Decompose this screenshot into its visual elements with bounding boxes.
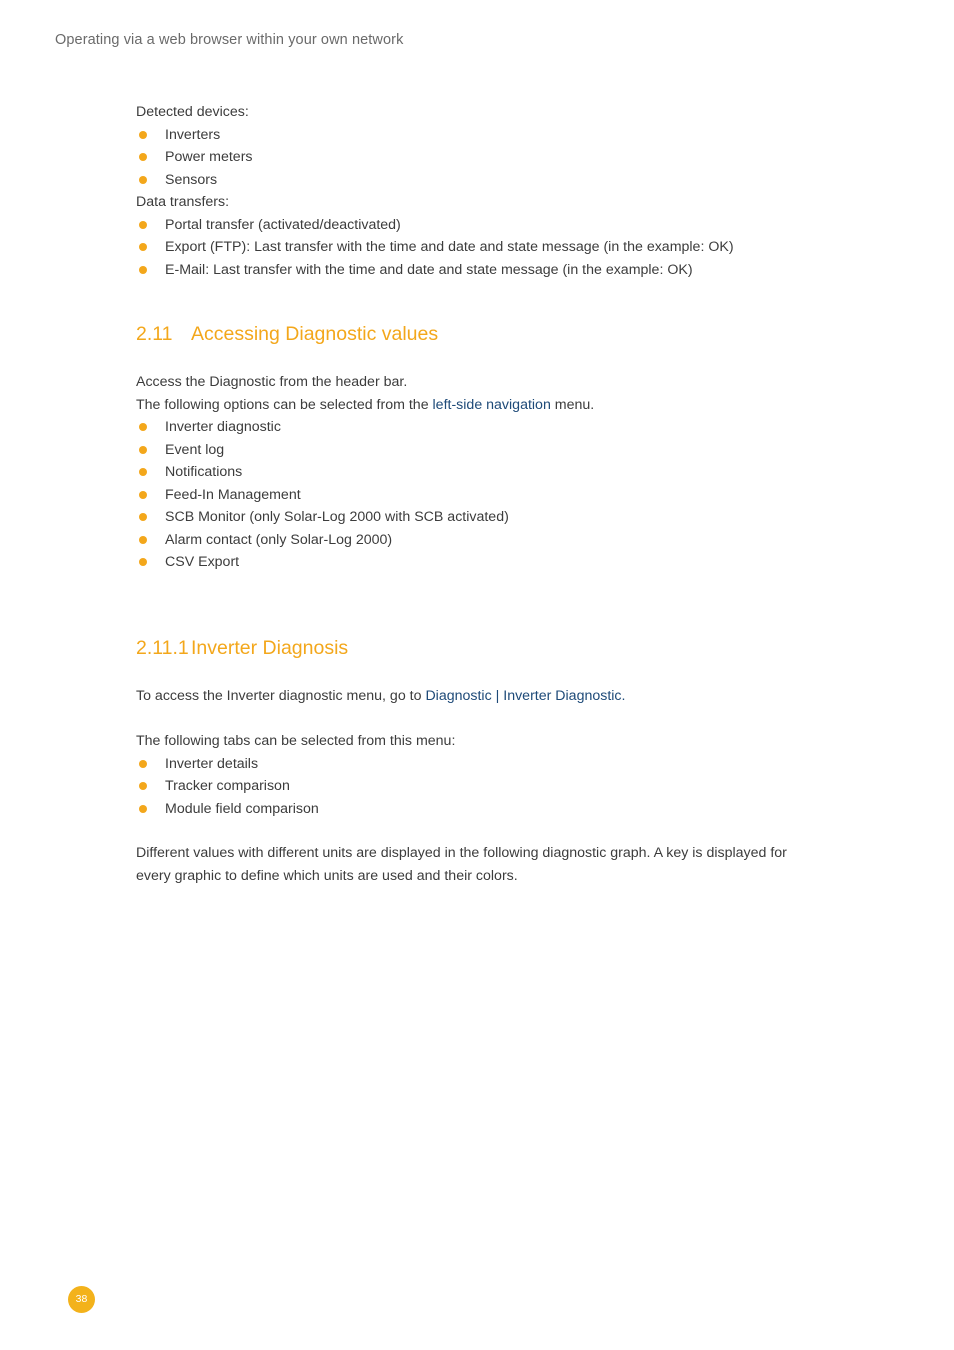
detected-devices-list	[136, 124, 856, 192]
running-header: Operating via a web browser within your own network	[55, 32, 404, 48]
list-item: Inverters	[136, 124, 856, 147]
bullet-icon	[139, 760, 147, 768]
bullet-icon	[139, 266, 147, 274]
bullet-icon	[139, 243, 147, 251]
list-item: E-Mail: Last transfer with the time and date and state message (in the example: OK)	[136, 259, 856, 282]
options-sentence: The following options can be selected from the left-side navigation menu.	[136, 396, 595, 413]
list-item: Notifications	[136, 461, 856, 484]
diagnostic-intro: Access the Diagnostic from the header bar.	[136, 374, 408, 390]
closing-line-1: Different values with different units are displayed in the following diagnostic graph. A key is displayed for	[136, 845, 787, 861]
bullet-icon	[139, 131, 147, 139]
bullet-icon	[139, 153, 147, 161]
section-title: Inverter Diagnosis	[191, 637, 349, 659]
section-heading-2-11	[136, 323, 438, 346]
list-item: Tracker comparison	[136, 775, 856, 798]
detected-devices-label: Detected devices:	[136, 104, 249, 120]
diagnostic-options-list	[136, 416, 856, 574]
list-item: Feed-In Management	[136, 484, 856, 507]
bullet-icon	[139, 221, 147, 229]
bullet-icon	[139, 513, 147, 521]
list-item: CSV Export	[136, 551, 856, 574]
tabs-label: The following tabs can be selected from this menu:	[136, 733, 456, 749]
section-title: Accessing Diagnostic values	[191, 323, 439, 345]
bullet-icon	[139, 536, 147, 544]
bullet-icon	[139, 446, 147, 454]
list-item: Inverter diagnostic	[136, 416, 856, 439]
data-transfers-label: Data transfers:	[136, 194, 230, 210]
list-item: Inverter details	[136, 753, 856, 776]
data-transfers-list	[136, 214, 856, 282]
closing-line-2: every graphic to define which units are used and their colors.	[136, 867, 518, 884]
inverter-diagnostic-link[interactable]: Diagnostic | Inverter Diagnostic.	[425, 688, 626, 704]
section-2-11-body	[136, 371, 856, 574]
list-item: Portal transfer (activated/deactivated)	[136, 214, 856, 237]
list-item: Power meters	[136, 146, 856, 169]
section-2-11-1-access	[136, 685, 856, 708]
section-heading-2-11-1	[136, 637, 348, 660]
section-2-11-1-closing	[136, 842, 856, 887]
list-item: SCB Monitor (only Solar-Log 2000 with SCB activated)	[136, 506, 856, 529]
bullet-icon	[139, 782, 147, 790]
left-side-navigation-link[interactable]: left-side navigation	[432, 396, 551, 413]
list-item: Export (FTP): Last transfer with the time and date and state message (in the example: OK)	[136, 236, 856, 259]
list-item: Module field comparison	[136, 798, 856, 821]
bullet-icon	[139, 558, 147, 566]
section-2-11-1-tabs	[136, 730, 856, 820]
detected-devices-block	[136, 101, 856, 281]
page-number-badge: 38	[68, 1286, 95, 1313]
tabs-list	[136, 753, 856, 821]
bullet-icon	[139, 423, 147, 431]
list-item: Sensors	[136, 169, 856, 192]
section-number: 2.11.1	[136, 637, 189, 659]
section-number: 2.11	[136, 323, 173, 345]
bullet-icon	[139, 468, 147, 476]
list-item: Alarm contact (only Solar-Log 2000)	[136, 529, 856, 552]
bullet-icon	[139, 491, 147, 499]
list-item: Event log	[136, 439, 856, 462]
bullet-icon	[139, 176, 147, 184]
bullet-icon	[139, 805, 147, 813]
access-sentence: To access the Inverter diagnostic menu, go to Diagnostic | Inverter Diagnostic.	[136, 688, 626, 704]
